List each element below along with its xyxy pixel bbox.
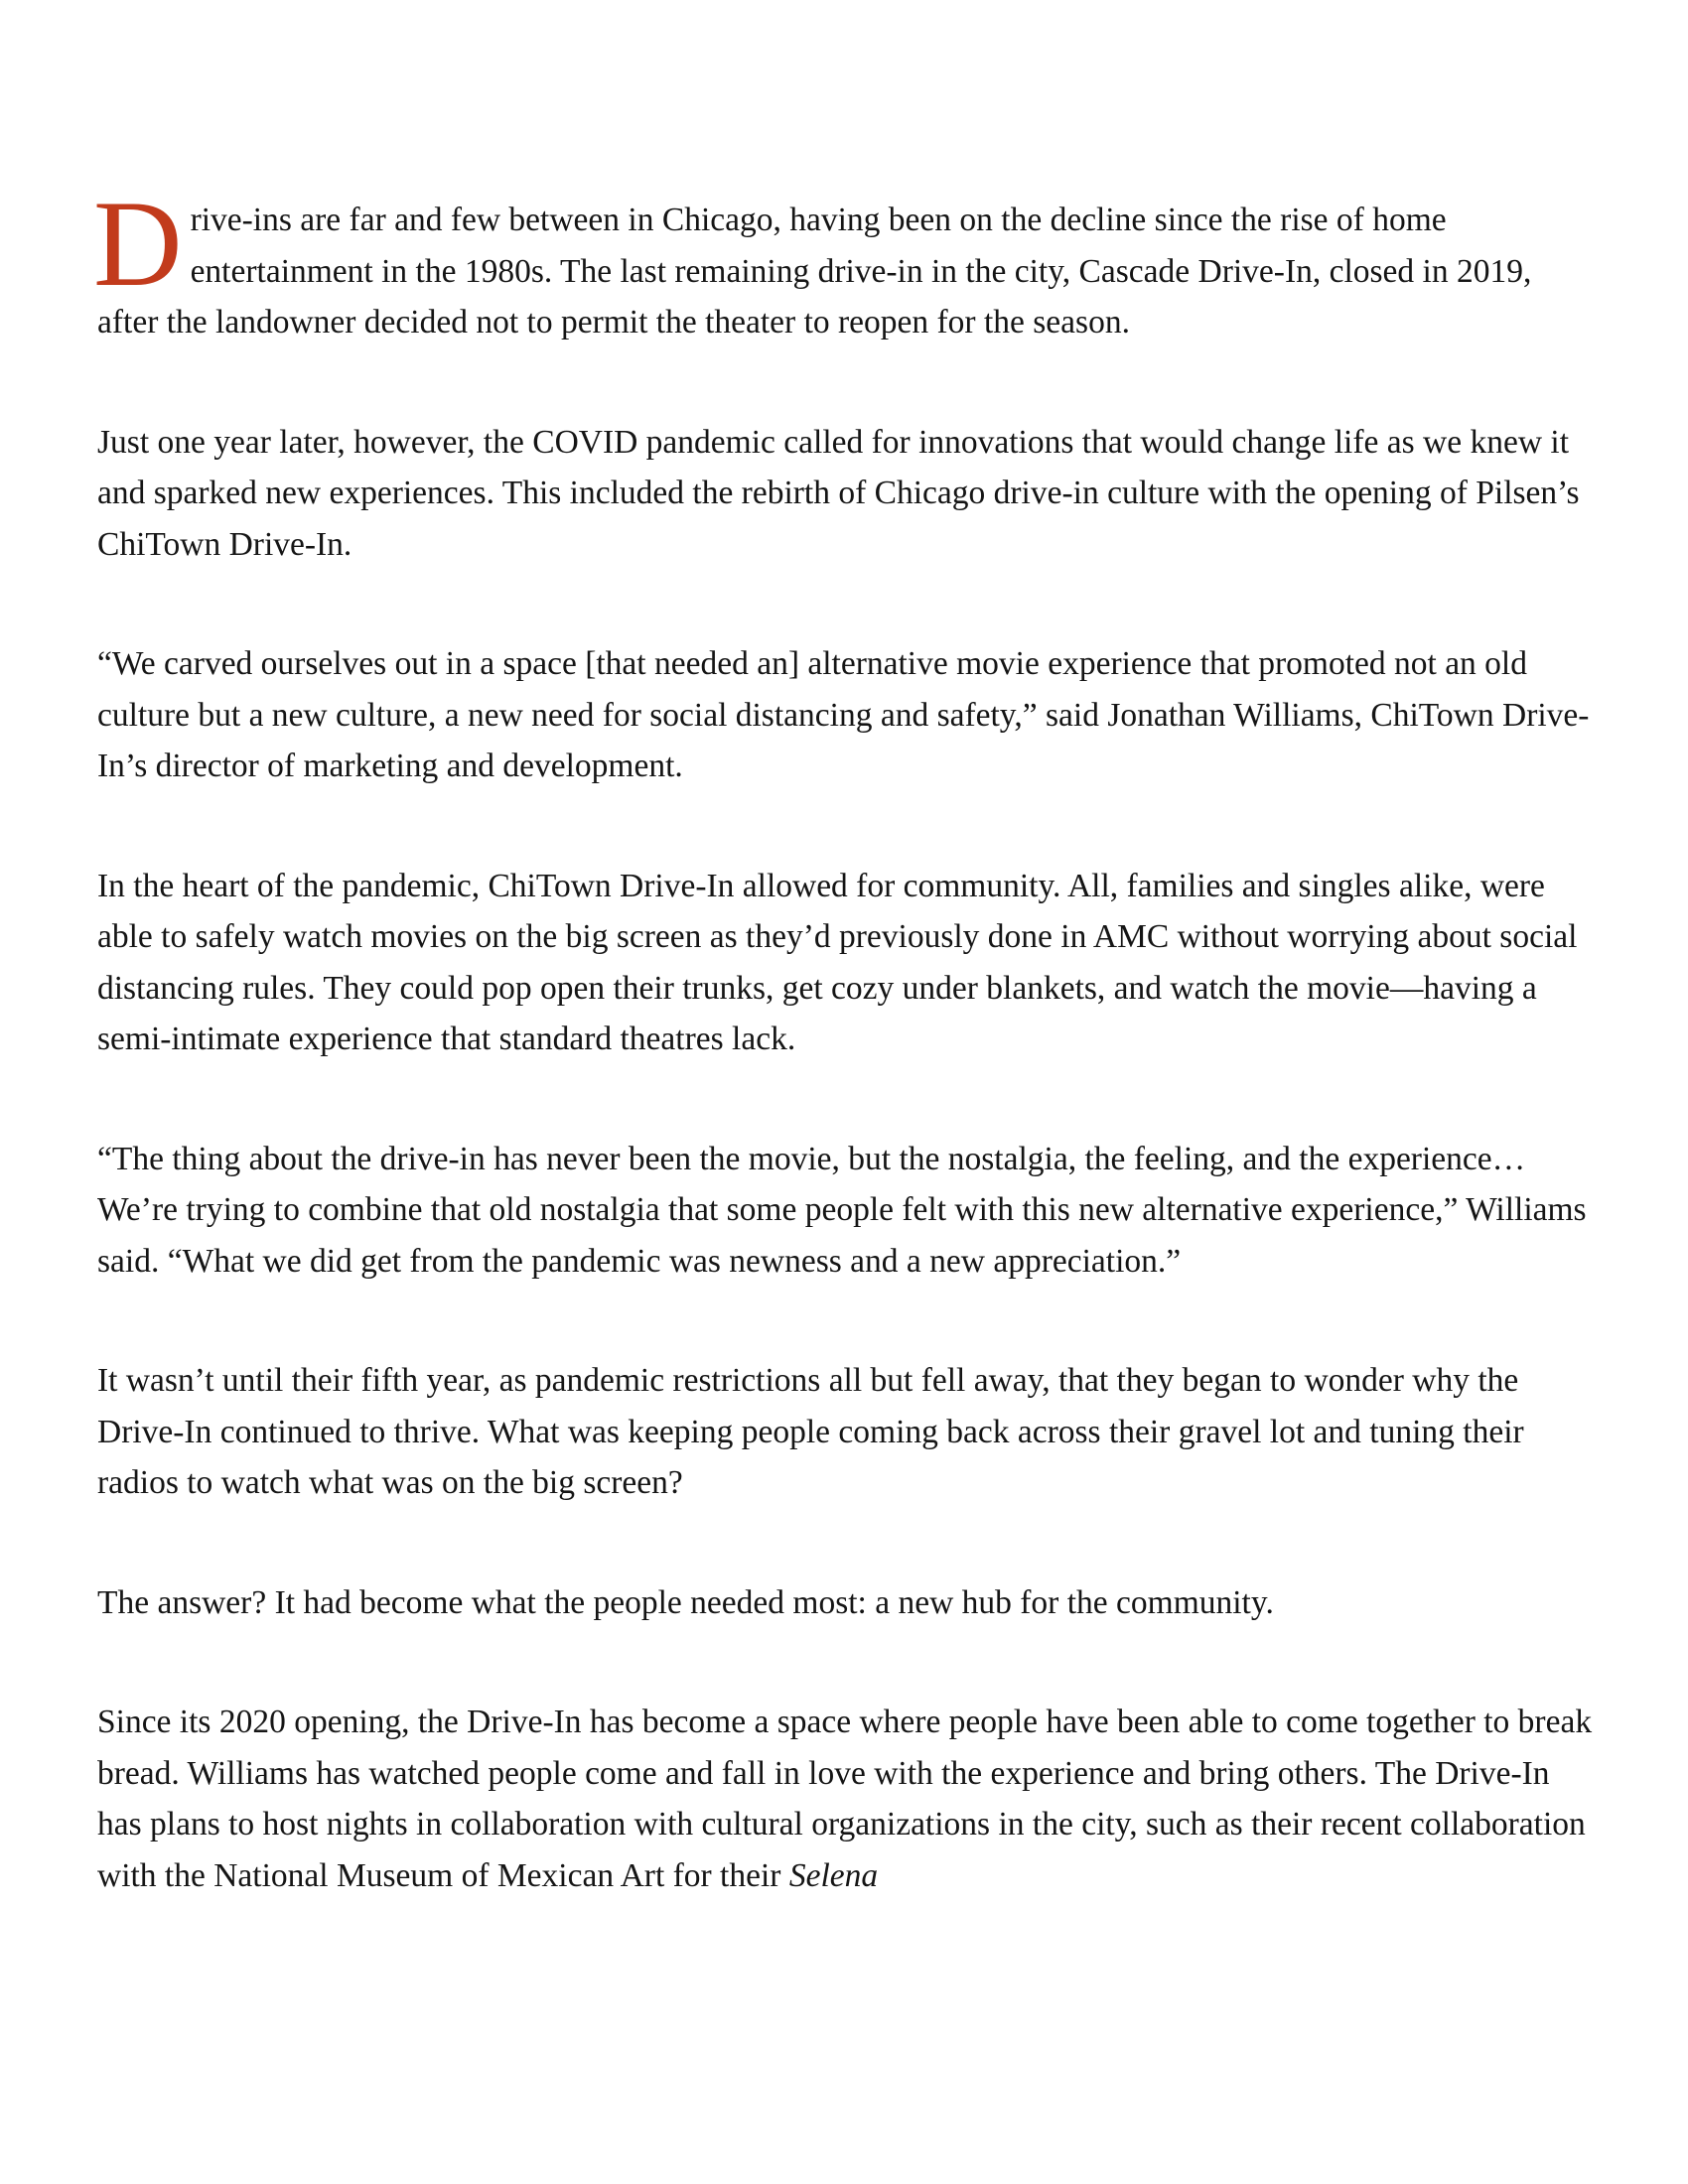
paragraph-fifth-year: It wasn’t until their fifth year, as pandemic restrictions all but fell away, that they began to wonder why the Drive-In continued to thrive. What was keeping people coming back across their gravel lot and tuning their radios to watch what was on the big screen? (97, 1362, 1524, 1501)
paragraph-answer: The answer? It had become what the people needed most: a new hub for the community. (97, 1583, 1274, 1621)
drop-cap: D (93, 176, 183, 312)
article-body (93, 176, 1597, 1970)
paragraph-since-opening (97, 1697, 1597, 1901)
paragraph-williams-quote: “We carved ourselves out in a space [that needed an] alternative movie experience that promoted not an old culture but a new culture, a new need for social distancing and safety,” said Jonathan Williams, ChiTown Drive-In’s director of marketing and development. (97, 645, 1590, 784)
paragraph-since-opening-text: Since its 2020 opening, the Drive-In has become a space where people have been able to come together to break bread. Williams has watched people come and fall in love with the experience and bring others. The Drive-In has plans to host nights in collaboration with cultural organizations in the city, such as their recent collaboration with the National Museum of Mexican Art for their (97, 1704, 1593, 1894)
paragraph-pandemic-community: In the heart of the pandemic, ChiTown Drive-In allowed for community. All, families and singles alike, were able to safely watch movies on the big screen as they’d previously done in AMC without worrying about social distancing rules. They could pop open their trunks, get cozy under blankets, and watch the movie—having a semi-intimate experience that standard theatres lack. (97, 867, 1578, 1057)
paragraph-intro-text: rive-ins are far and few between in Chicago, having been on the decline since the rise of home entertainment in the 1980s. The last remaining drive-in in the city, Cascade Drive-In, closed in 2019, after the landowner decided not to permit the theater to reopen for the season. (97, 202, 1532, 341)
paragraph-covid-rebirth: Just one year later, however, the COVID pandemic called for innovations that would change life as we knew it and sparked new experiences. This included the rebirth of Chicago drive-in culture with the opening of Pilsen’s ChiTown Drive-In. (97, 423, 1580, 563)
paragraph-intro (93, 176, 1597, 348)
selena-title: Selena (788, 1856, 879, 1894)
paragraph-nostalgia-quote: “The thing about the drive-in has never been the movie, but the nostalgia, the feeling, and the experience…We’re trying to combine that old nostalgia that some people felt with this new alternative experience,” Williams said. “What we did get from the pandemic was newness and a new appreciation.” (97, 1140, 1587, 1280)
